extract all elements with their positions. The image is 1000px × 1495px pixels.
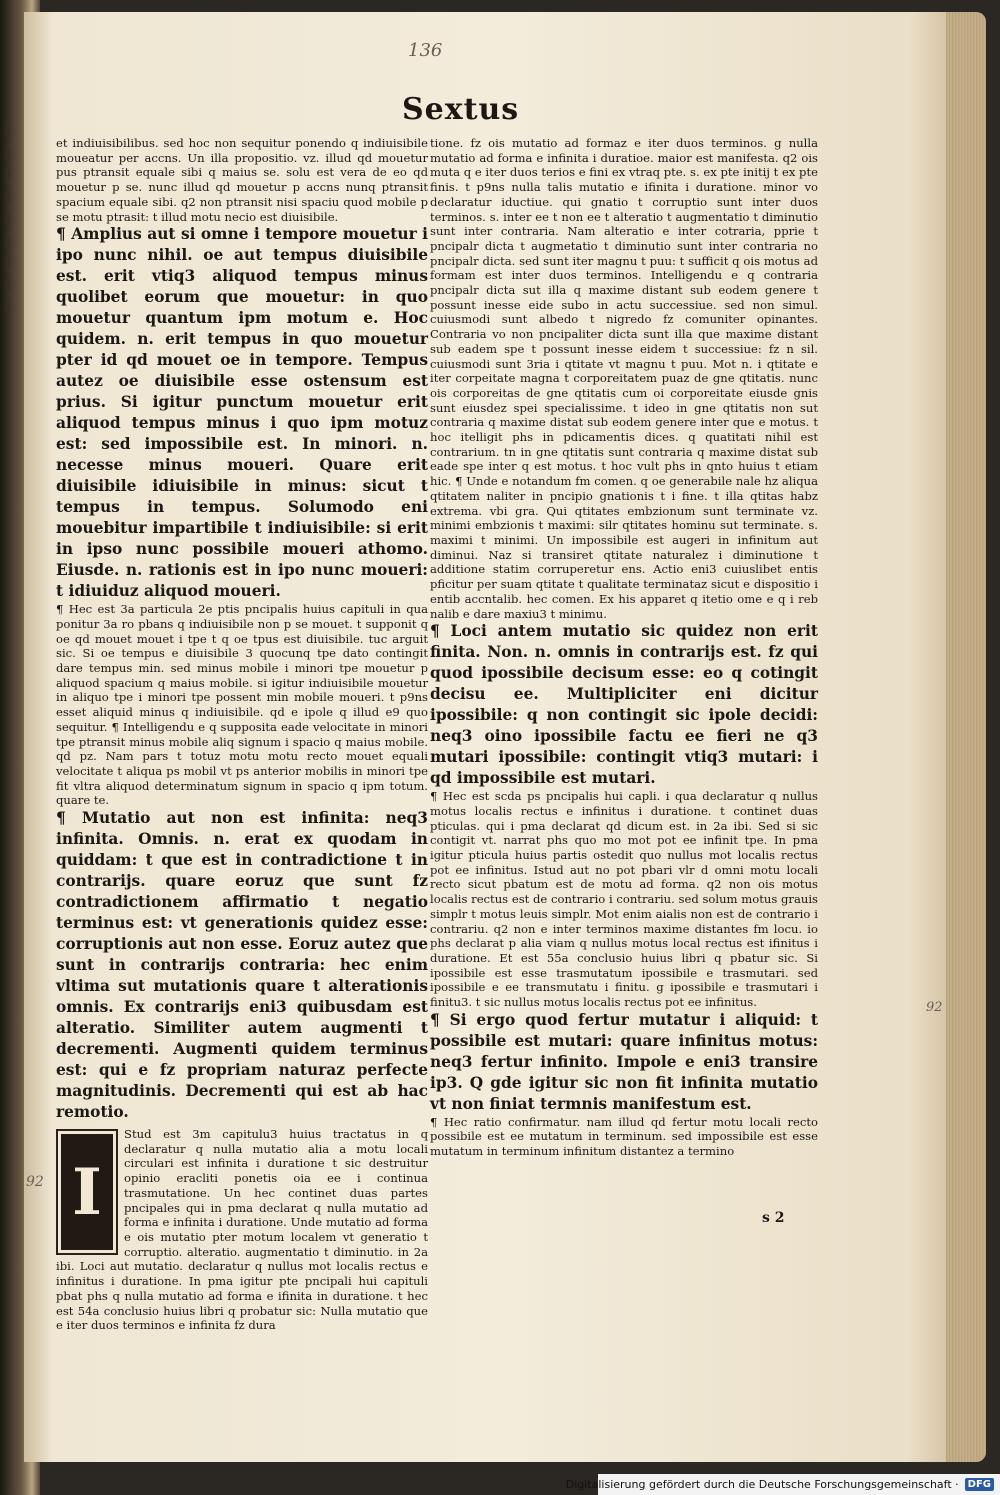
aristotle-text-paragraph: ¶ Si ergo quod fertur mutatur i aliquid: t possibile est mutari: quare infinitus motus: neq3 fertur infinito. Impole e eni3 transire ip3. Q gde igitur sic non fit infinita mutatio vt non finiat termnis manifestum est.	[430, 1010, 818, 1113]
facing-page-text: ▮ ▮ ▮ ▮ ▮ ▮ ▮ ▮ ▮	[4, 123, 12, 315]
marginal-note-left: 92	[26, 1174, 44, 1190]
chapter-commentary-paragraph: Stud est 3m capitulu3 huius tractatus in q declaratur q nulla mutatio alia a motu locali circulari est infinita i duratione t sic destruitur opinio eracliti ponetis oia ee i continua trasmutatione. Un hec continet duas partes pncipales qui in pma declarat q nulla mutatio ad forma e infinita i duratione. Unde mutatio ad forma e ois mutatio pter motum localem vt generatio t corruptio. alteratio. augmentatio t diminutio. in 2a ibi. Loci aut mutatio. declaratur q nullus mot localis rectus e infinitus i duratione. In pma igitur pte pncipali hui capituli pbat phs q nulla mutatio ad forma e ifinita in duratione. t hec est 54a conclusio huius libri q probatur sic: Nulla mutatio que e iter duos terminos e infinita fz dura	[56, 1127, 428, 1333]
commentary-paragraph: ¶ Hec est 3a particula 2e ptis pncipalis huius capituli in qua ponitur 3a ro pbans q indiuisibile non p se mouet. t supponit q oe qd mouet mouet i tpe t q oe tpus est diuisibile. tuc arguit sic. Si oe tempus e diuisibile 3 quocunq tpe dato contingit dare tempus min. sed minus mobile i minori tpe mouetur p aliquod spacium q maius mobile. si igitur indiuisibile mouetur in aliquo tpe i minori tpe possent min mobile moueri. t p9ns esset aliquid minus q indiuisibile. qd e ipole q illud e9 quo sequitur. ¶ Intelligendu e q supposita eade velocitate in minori tpe ptransit minus mobile aliq signum i spacio q maius mobile. qd pz. Nam pars t totuz motu motu recto mouet equali velocitate t aliqua ps mobil vt ps anterior mobilis in minori tpe fit vltra aliquod determinatum signum in spacio q ipm totum. quare te.	[56, 602, 428, 808]
right-text-column	[430, 136, 818, 1159]
left-text-column	[56, 136, 428, 1333]
signature-mark: s 2	[762, 1210, 785, 1226]
commentary-paragraph: ¶ Hec est scda ps pncipalis hui capli. i qua declaratur q nullus motus localis rectus e infinitus i duratione. t continet duas pticulas. qui i pma declarat qd dicum est. in 2a ibi. Sed si sic contigit vt. narrat phs quo mo mot pot ee infinit tpe. In pma igitur pticula huius partis ostedit quo nullus mot localis rectus pot ee infinitus. Istud aut no pot pbari vlr d omni motu locali recto sicut pbatum est de motu ad forma. q2 non ois motus localis rectus est de contrario i contrariu. sed solum motus grauis simplr t motus leuis simplr. Mot enim aialis non est de contrario i contrariu. q2 non e inter terminos maxime distantes fm locu. io phs declarat p alia viam q nullus motus local rectus est ifinitus i duratione. Et est 55a conclusio huius libri q pbatur sic. Si ipossibile est esse trasmutatum ipossibile e trasmutari. sed ipossibile e ee transmutatu i finitu. g ipossibile e trasmutari i finitu3. t sic nullus motus localis rectus pot ee infinitus.	[430, 789, 818, 1010]
aristotle-text-paragraph: ¶ Amplius aut si omne i tempore mouetur i ipo nunc nihil. oe aut tempus diuisibile est. erit vtiq3 aliquod tempus minus quolibet eorum que mouetur: in quo mouetur quantum ipm motum e. Hoc quidem. n. erit tempus in quo mouetur pter id qd mouet oe in tempore. Tempus autez oe diuisibile esse ostensum est prius. Si igitur punctum mouetur erit aliquod tempus minus i quo ipm motuz est: sed impossibile est. In minori. n. necesse minus moueri. Quare erit diuisibile idiuisibile in minus: sicut t tempus in tempus. Solumodo eni mouebitur impartibile t indiuisibile: si erit in ipso nunc possibile moueri athomo. Eiusde. n. rationis est in ipo nunc moueri: t idiuiduz aliquod moueri.	[56, 225, 428, 601]
dfg-logo: DFG	[965, 1478, 994, 1491]
decorated-initial-letter: I	[56, 1129, 118, 1255]
handwritten-folio-number: 136	[408, 40, 443, 61]
aristotle-text-paragraph: ¶ Mutatio aut non est infinita: neq3 infinita. Omnis. n. erat ex quodam in quiddam: t que est in contradictione t in contrarijs. quare eoruz que sunt fz contradictionem affirmatio t negatio terminus est: vt generationis quidez esse: corruptionis aut non esse. Eoruz autez que sunt in contrarijs contraria: hec enim vltima sut mutationis quare t alterationis omnis. Ex contrarijs eni3 quibusdam est alteratio. Similiter autem augmenti t decrementi. Augmenti quidem terminus est: qui e fz propriam naturaz perfecte magnitudinis. Decrementi qui est ab hac remotio.	[56, 809, 428, 1122]
commentary-paragraph: ¶ Hec ratio confirmatur. nam illud qd fertur motu locali recto possibile est ee mutatum in terminum. sed impossibile est esse mutatum in terminum infinitum distantez a termino	[430, 1114, 818, 1159]
commentary-paragraph: et indiuisibilibus. sed hoc non sequitur ponendo q indiuisibile moueatur per accns. Un illa propositio. vz. illud qd mouetur pus ptransit equale sibi q maius se. solu est vera de eo qd mouetur p se. nunc illud qd mouetur p accns nunq ptransit spacium equale sibi. q2 non ptransit nisi spaciu quod mobile p se motu ptrasit: t illud motu necio est diuisibile.	[56, 136, 428, 224]
commentary-paragraph: tione. fz ois mutatio ad formaz e iter duos terminos. g nulla mutatio ad forma e infinita i duratioe. maior est manifesta. q2 ois muta q e iter duos terios e fini ex vtraq pte. s. ex pte initij t ex pte finis. t p9ns nulla talis mutatio e ifinita i duratione. minor vo declaratur iductiue. qui gnatio t corruptio sunt inter duos terminos. s. inter ee t non ee t alteratio t augmentatio t diminutio sunt inter contraria. Nam alteratio e inter cotraria, pprie t pncipalr dicta t augmetatio t diminutio sunt inter contraria no pncipalr dicta. sed sunt iter magnu t puu: t sufficit q ois motus ad formam est inter duos terminos. Intelligendu e q contraria pncipalr dicta sut illa q maxime distant sub eodem genere t possunt inesse eide subo in actu successiue. sed non simul. cuiusmodi sunt albedo t nigredo fz comuniter opinantes. Contraria vo non pncipaliter dicta sunt illa que maxime distant sub eadem spe t possunt inesse eidem t successiue: fz n sil. cuiusmodi sunt 3ria i qtitate vt magnu t puu. Mot n. i qtitate e iter corpeitate magna t corporeitatem puaz de gne qtitatis. nunc ois corporeitas de gne qtitatis cum oi corporeitate eiusde gnis sunt eiusdez spei specialissime. t ideo in gne qtitatis non sut contraria q maxime distat sub eodem genere inter que e motus. t hoc itelligit phs in pdicamentis dices. q quatitati nihil est contrarium. tn in gne qtitatis sunt contraria q maxime distat sub eade spe inter q est motus. t hoc vult phs in qnto huius t etiam hic. ¶ Unde e notandum fm comen. q oe generabile nale hz aliqua qtitatem naliter in pncipio gnationis t i fine. t illa qtitas habz extrema. vbi gra. Qui qtitates embzionum sunt terminate vz. minimi embzionis t maximi: silr qtitates hominu sut terminate. s. maximi t minimi. Un impossibile est augeri in infinitum aut diminui. Naz si transiret qtitate naturalez i diminutione t additione statim corruperetur ens. Actio eni3 cuiuslibet entis pficitur per suam qtitate t qualitate terminataz sicut e dispositio i entib accntalib. hec comen. Ex his apparet q itetio ome e q i reb nalib e dare maxiu3 t minimu.	[430, 136, 818, 621]
page-fore-edge	[946, 12, 986, 1462]
credit-text: Digitalisierung gefördert durch die Deutsche Forschungsgemeinschaft ·	[565, 1478, 959, 1491]
marginal-note-right: 92	[926, 1000, 943, 1015]
digitization-credit-bar	[565, 1474, 1000, 1495]
aristotle-text-paragraph: ¶ Loci antem mutatio sic quidez non erit finita. Non. n. omnis in contrarijs est. fz qui quod ipossibile decisum esse: eo q cotingit decisu ee. Multipliciter eni dicitur ipossibile: q non contingit sic ipole decidi: neq3 oino ipossibile factu ee fieri ne q3 mutari ipossibile: contingit vtiq3 mutari: i qd impossibile est mutari.	[430, 622, 818, 788]
illuminated-initial-paragraph	[56, 1127, 428, 1333]
running-head: Sextus	[402, 92, 520, 127]
